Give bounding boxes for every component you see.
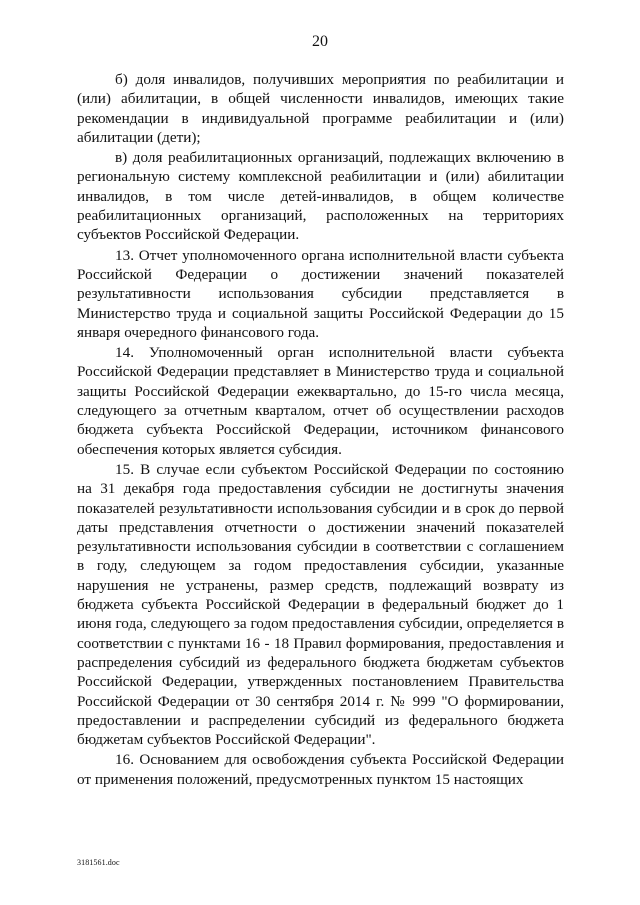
paragraph-b-disabled-rehab-share: б) доля инвалидов, получивших мероприятия по реабилитации и (или) абилитации, в общей численности инвалидов, имеющих такие рекомендации в индивидуальной программе реабилитации и (или) абилитации (дети); [77,71,564,146]
paragraph-13-report: 13. Отчет уполномоченного органа исполнительной власти субъекта Российской Федерации о достижении значений показателей результативности использования субсидии представляется в Министерство труда и социальной защиты Российской Федерации до 15 января очередного финансового года. [77,246,564,341]
paragraph-v-rehab-organizations-share: в) доля реабилитационных организаций, подлежащих включению в региональную систему комплексной реабилитации и (или) абилитации инвалидов, в том числе детей-инвалидов, в общем количестве реабилитационных организаций, расположенных на территориях субъектов Российской Федерации. [77,149,564,244]
paragraph-16-exemption: 16. Основанием для освобождения субъекта Российской Федерации от применения положений, предусмотренных пунктом 15 настоящих [77,751,564,788]
paragraph-15-refund: 15. В случае если субъектом Российской Федерации по состоянию на 31 декабря года предоставления субсидии не достигнуты значения показателей результативности использования субсидии и в срок до первой даты представления отчетности о достижении значений показателей результативности использования субсидии в соответствии с соглашением в году, следующем за годом предоставления субсидии, указанные нарушения не устранены, размер средств, подлежащий возврату из бюджета субъекта Российской Федерации в федеральный бюджет до 1 июня года, следующего за годом предоставления субсидии, определяется в соответствии с пунктами 16 - 18 Правил формирования, предоставления и распределения субсидий из федерального бюджета бюджетам субъектов Российской Федерации, утвержденных постановлением Правительства Российской Федерации от 30 сентября 2014 г. № 999 "О формировании, предоставлении и распределении субсидий из федерального бюджета бюджетам субъектов Российской Федерации". [77,460,564,749]
document-body [77,70,564,789]
paragraph-14-quarterly-report: 14. Уполномоченный орган исполнительной власти субъекта Российской Федерации представляет в Министерство труда и социальной защиты Российской Федерации ежеквартально, до 15-го числа месяца, следующего за отчетным кварталом, отчет об осуществлении расходов бюджета субъекта Российской Федерации, источником финансового обеспечения которых является субсидия. [77,344,564,458]
page-number: 20 [312,33,328,50]
document-file-reference: 3181561.doc [77,858,120,867]
